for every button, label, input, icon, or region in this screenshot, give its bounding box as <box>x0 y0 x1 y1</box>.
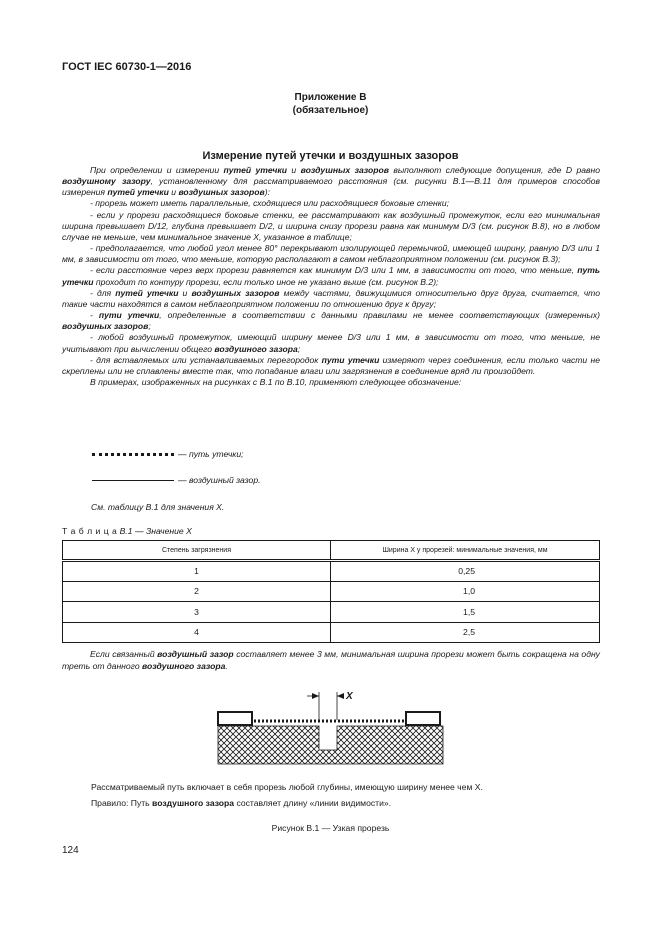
paragraph-item: - для путей утечки и воздушных зазоров между частями, движущимися относительно друг друга, считается, что такие части находятся в самом неблагоприятном положении по отношению друг к другу; <box>62 287 600 309</box>
standard-header: ГОСТ IEC 60730-1—2016 <box>62 61 192 73</box>
annex-heading <box>0 91 661 117</box>
table-header-width: Ширина X у прорезей: минимальные значения, мм <box>331 541 600 561</box>
table-row: 1 0,25 <box>63 561 600 582</box>
table-header-degree: Степень загрязнения <box>63 541 331 561</box>
page-number: 124 <box>62 845 79 856</box>
paragraph-item: - если у прорези расходящиеся боковые стенки, ее рассматривают как воздушный промежуток, если его минимальная ширина превышает D/12, глубина превышает D/2, и ширина снизу прорези равна как минимум D/3 (см. рисунок В.8), но в любом случае не меньше, чем минимальное значение X, указанное в таблице; <box>62 209 600 242</box>
solid-line-symbol <box>92 480 174 481</box>
paragraph-after-table: Если связанный воздушный зазор составляет менее 3 мм, минимальная ширина прорези может быть сокращена на одну треть от данного воздушного зазора. <box>62 649 600 671</box>
paragraph-item: - для вставляемых или устанавливаемых перегородок пути утечки измеряют через соединения, если только части не скреплены или не сплавлены вместе так, что попадание влаги или загрязнения в соединение вряд ли произойдет. <box>62 354 601 376</box>
table-row: 4 2,5 <box>63 622 600 643</box>
table-caption: Т а б л и ц а В.1 — Значение X <box>62 526 192 536</box>
see-table-note: См. таблицу В.1 для значения X. <box>91 502 225 512</box>
table-row: 2 1,0 <box>63 581 600 602</box>
dimension-label-x: X <box>346 691 353 702</box>
annex-title: Приложение В <box>294 92 367 103</box>
paragraph-legend-intro: В примерах, изображенных на рисунках с В.1 по В.10, применяют следующее обозначение: <box>90 376 462 387</box>
legend-clearance: — воздушный зазор. <box>92 475 261 485</box>
clearance-table <box>62 540 600 643</box>
paragraph-item: - прорезь может иметь параллельные, сходящиеся или расходящиеся боковые стенки; <box>90 198 450 209</box>
figure-narrow-groove <box>215 686 445 771</box>
groove-diagram <box>215 686 445 766</box>
legend-creepage: — путь утечки; <box>92 449 244 459</box>
body-text <box>62 165 600 388</box>
figure-note-rule: Правило: Путь воздушного зазора составляет длину «линии видимости». <box>91 798 392 808</box>
annex-status: (обязательное) <box>292 105 369 116</box>
paragraph-item: - если расстояние через верх прорези равняется как минимум D/3 или 1 мм, в зависимости от того, что меньше, путь утечки проходит по контуру прорези, если только иное не указано выше (см. рисунок В.2); <box>62 265 600 287</box>
paragraph-item: - предполагается, что любой угол менее 80° перекрывают изолирующей перемычкой, имеющей ширину, равную D/3 или 1 мм, в зависимости от того, что меньше, которую располагают в самом неблагоприятном положении (см. рисунок В.3); <box>62 243 600 265</box>
dotted-line-symbol <box>92 453 174 456</box>
paragraph-intro: При определении и измерении путей утечки и воздушных зазоров выполняют следующие допущения, где D равно воздушному зазору, установленному для рассматриваемого расстояния (см. рисунки В.1—В.11 для примеров способов измерения путей утечки и воздушных зазоров): <box>62 165 601 198</box>
section-title: Измерение путей утечки и воздушных зазоров <box>202 150 459 162</box>
figure-caption: Рисунок В.1 — Узкая прорезь <box>271 823 390 833</box>
figure-note-path: Рассматриваемый путь включает в себя прорезь любой глубины, имеющую ширину менее чем X. <box>91 782 483 792</box>
paragraph-item: - пути утечки, определенные в соответствии с данными правилами не менее соответствующих (измеренных) воздушных зазоров; <box>62 310 601 332</box>
paragraph-item: - любой воздушный промежуток, имеющий ширину менее D/3 или 1 мм, в зависимости от того, что меньше, не учитывают при вычислении общего воздушного зазора; <box>62 332 600 354</box>
table-row: 3 1,5 <box>63 602 600 623</box>
